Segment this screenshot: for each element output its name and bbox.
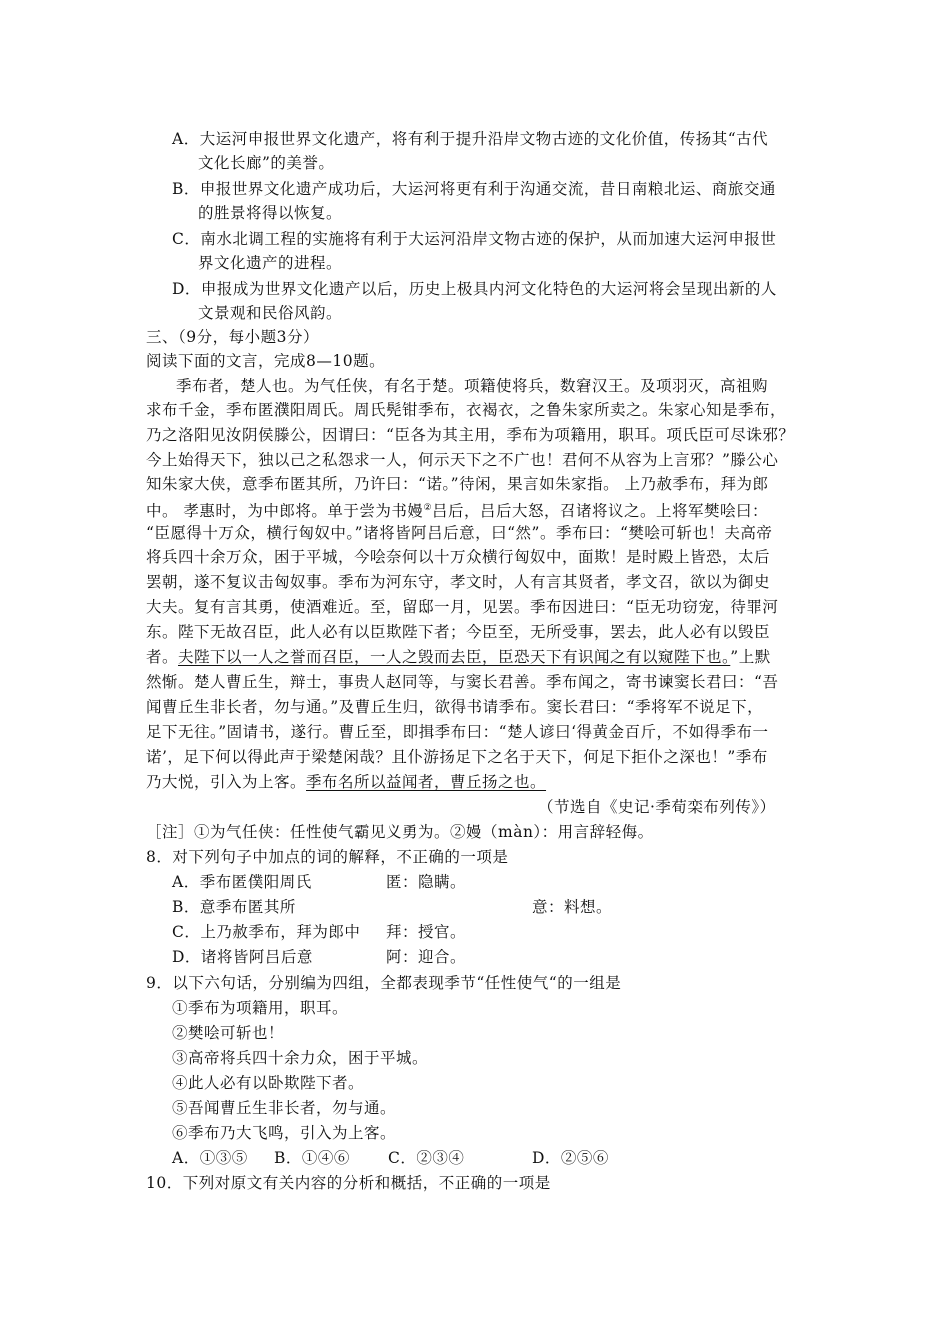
- q9-option-a: A．①③⑤: [172, 1149, 248, 1167]
- passage-line: 乃之洛阳见汝阴侯滕公，因谓曰：“臣各为其主用，季布为项籍用，职耳。项氏臣可尽诛邪？: [146, 426, 795, 444]
- passage-source: （节选自《史记·季荀栾布列传》）: [538, 798, 776, 816]
- q9-item: ⑤吾闻曹丘生非长者，勿与通。: [172, 1099, 397, 1117]
- q9-item: ③高帝将兵四十余力众，困于平城。: [172, 1049, 429, 1067]
- q7-option-d-line1: D．申报成为世界文化遗产以后，历史上极具内河文化特色的大运河将会呈现出新的人: [172, 280, 777, 298]
- passage-line: 将兵四十余万众，困于平城，今哙奈何以十万众横行匈奴中，面欺！是时殿上皆恐，太后: [146, 548, 771, 566]
- q9-option-c: C．②③④: [388, 1149, 465, 1167]
- q8-option-c-gloss: 拜：授官。: [386, 923, 467, 941]
- q8-option-c: C．上乃赦季布，拜为郎中: [172, 923, 361, 941]
- q8-option-b: B．意季布匿其所: [172, 898, 296, 916]
- passage-line: [146, 772, 546, 792]
- passage-line: 闻曹丘生非长者，勿与通。”及曹丘生归，欲得书请季布。窦长君曰：“季将军不说足下，: [146, 698, 764, 716]
- q8-stem: 8．对下列句子中加点的词的解释，不正确的一项是: [146, 848, 509, 866]
- passage-line: “臣愿得十万众，横行匈奴中。”诸将皆阿吕后意，曰“然”。季布曰：“樊哙可斩也！夫高帝: [146, 524, 773, 542]
- q9-item: ②樊哙可斩也！: [172, 1024, 285, 1042]
- passage-line: 诺’，足下何以得此声于梁楚闲哉？且仆游扬足下之名于天下，何足下拒仆之深也！”季布: [146, 748, 768, 766]
- passage-line: 然惭。楚人曹丘生，辩士，事贵人赵同等，与窦长君善。季布闻之，寄书谏窦长君曰：“吾: [146, 673, 779, 691]
- q7-option-b-line1: B．申报世界文化遗产成功后，大运河将更有利于沟通交流，昔日南粮北运、商旅交通: [172, 180, 776, 198]
- q9-item: ④此人必有以卧欺陛下者。: [172, 1074, 365, 1092]
- passage-line: 知朱家大侠，意季布匿其所，乃许曰：“诺。”待闲，果言如朱家指。 上乃赦季布，拜为郎: [146, 475, 769, 493]
- q9-option-d: D．②⑤⑥: [532, 1149, 609, 1167]
- passage-line: 足下无往。”固请书，遂行。曹丘至，即揖季布曰：“楚人谚曰‘得黄金百斤，不如得季布一: [146, 723, 769, 741]
- q7-option-a-line1: A．大运河申报世界文化遗产，将有利于提升沿岸文物古迹的文化价值，传扬其“古代: [172, 130, 769, 148]
- q8-option-a-gloss: 匿：隐瞒。: [386, 873, 467, 891]
- passage-text: ”上默: [730, 648, 771, 666]
- passage-line: [146, 498, 768, 521]
- q9-item: ①季布为项籍用，职耳。: [172, 999, 349, 1017]
- passage-line: [146, 647, 771, 667]
- footnote-marker: ②: [423, 503, 433, 513]
- q8-option-a: A．季布匿僕阳周氏: [172, 873, 312, 891]
- passage-line: 东。陛下无故召臣，此人必有以臣欺陛下者；今臣至，无所受事，罢去，此人必有以毁臣: [146, 623, 771, 641]
- underlined-sentence: 夫陛下以一人之誉而召臣，一人之毁而去臣，臣恐天下有识闻之有以窥陛下也。: [178, 648, 731, 666]
- q8-option-d-gloss: 阿：迎合。: [386, 948, 467, 966]
- q7-option-c-line2: 界文化遗产的进程。: [198, 254, 343, 272]
- passage-line: 大夫。复有言其勇，使酒难近。至，留邸一月，见罢。季布因进曰：“臣无功窃宠，待罪河: [146, 598, 779, 616]
- passage-line: 罢朝，遂不复议击匈奴事。季布为河东守，孝文时，人有言其贤者，孝文召，欲以为御史: [146, 573, 771, 591]
- passage-line: 季布者，楚人也。为气任侠，有名于楚。项籍使将兵，数窘汉王。及项羽灭，高祖购: [176, 377, 769, 395]
- q7-option-b-line2: 的胜景将得以恢复。: [198, 204, 343, 222]
- q8-option-b-gloss: 意：料想。: [532, 898, 613, 916]
- q7-option-c-line1: C．南水北调工程的实施将有利于大运河沿岸文物古迹的保护，从而加速大运河申报世: [172, 230, 777, 248]
- q7-option-a-line2: 文化长廊”的美誉。: [198, 154, 335, 172]
- q9-stem: 9．以下六句话，分别编为四组，全都表现季节“任性使气“的一组是: [146, 974, 622, 992]
- passage-line: 求布千金，季布匿濮阳周氏。周氏髡钳季布，衣褐衣，之鲁朱家所卖之。朱家心知是季布，: [146, 401, 787, 419]
- underlined-sentence: 季布名所以益闻者，曹丘扬之也。: [306, 773, 547, 791]
- passage-text: 乃大悦，引入为上客。: [146, 773, 307, 791]
- passage-note: ［注］①为气任侠：任性使气霸见义勇为。②嫚（màn）：用言辞轻侮。: [146, 823, 654, 841]
- q9-option-b: B．①④⑥: [274, 1149, 350, 1167]
- q8-option-d: D．诸将皆阿吕后意: [172, 948, 313, 966]
- passage-text: 吕后，吕后大怒，召诸将议之。上将军樊哙曰：: [432, 502, 769, 520]
- passage-text: 者。: [146, 648, 179, 666]
- section-heading: 三、（9分，每小题3分）: [146, 328, 319, 346]
- passage-text: 中。 孝惠时，为中郎将。单于尝为书嫚: [146, 502, 424, 520]
- q10-stem: 10．下列对原文有关内容的分析和概括，不正确的一项是: [146, 1174, 551, 1192]
- section-instruction: 阅读下面的文言，完成8—10题。: [146, 352, 386, 370]
- q7-option-d-line2: 文景观和民俗风韵。: [198, 304, 343, 322]
- passage-line: 今上始得天下，独以己之私怨求一人，何示天下之不广也！君何不从容为上言邪？”滕公心: [146, 451, 779, 469]
- q9-item: ⑥季布乃大飞鸣，引入为上客。: [172, 1124, 397, 1142]
